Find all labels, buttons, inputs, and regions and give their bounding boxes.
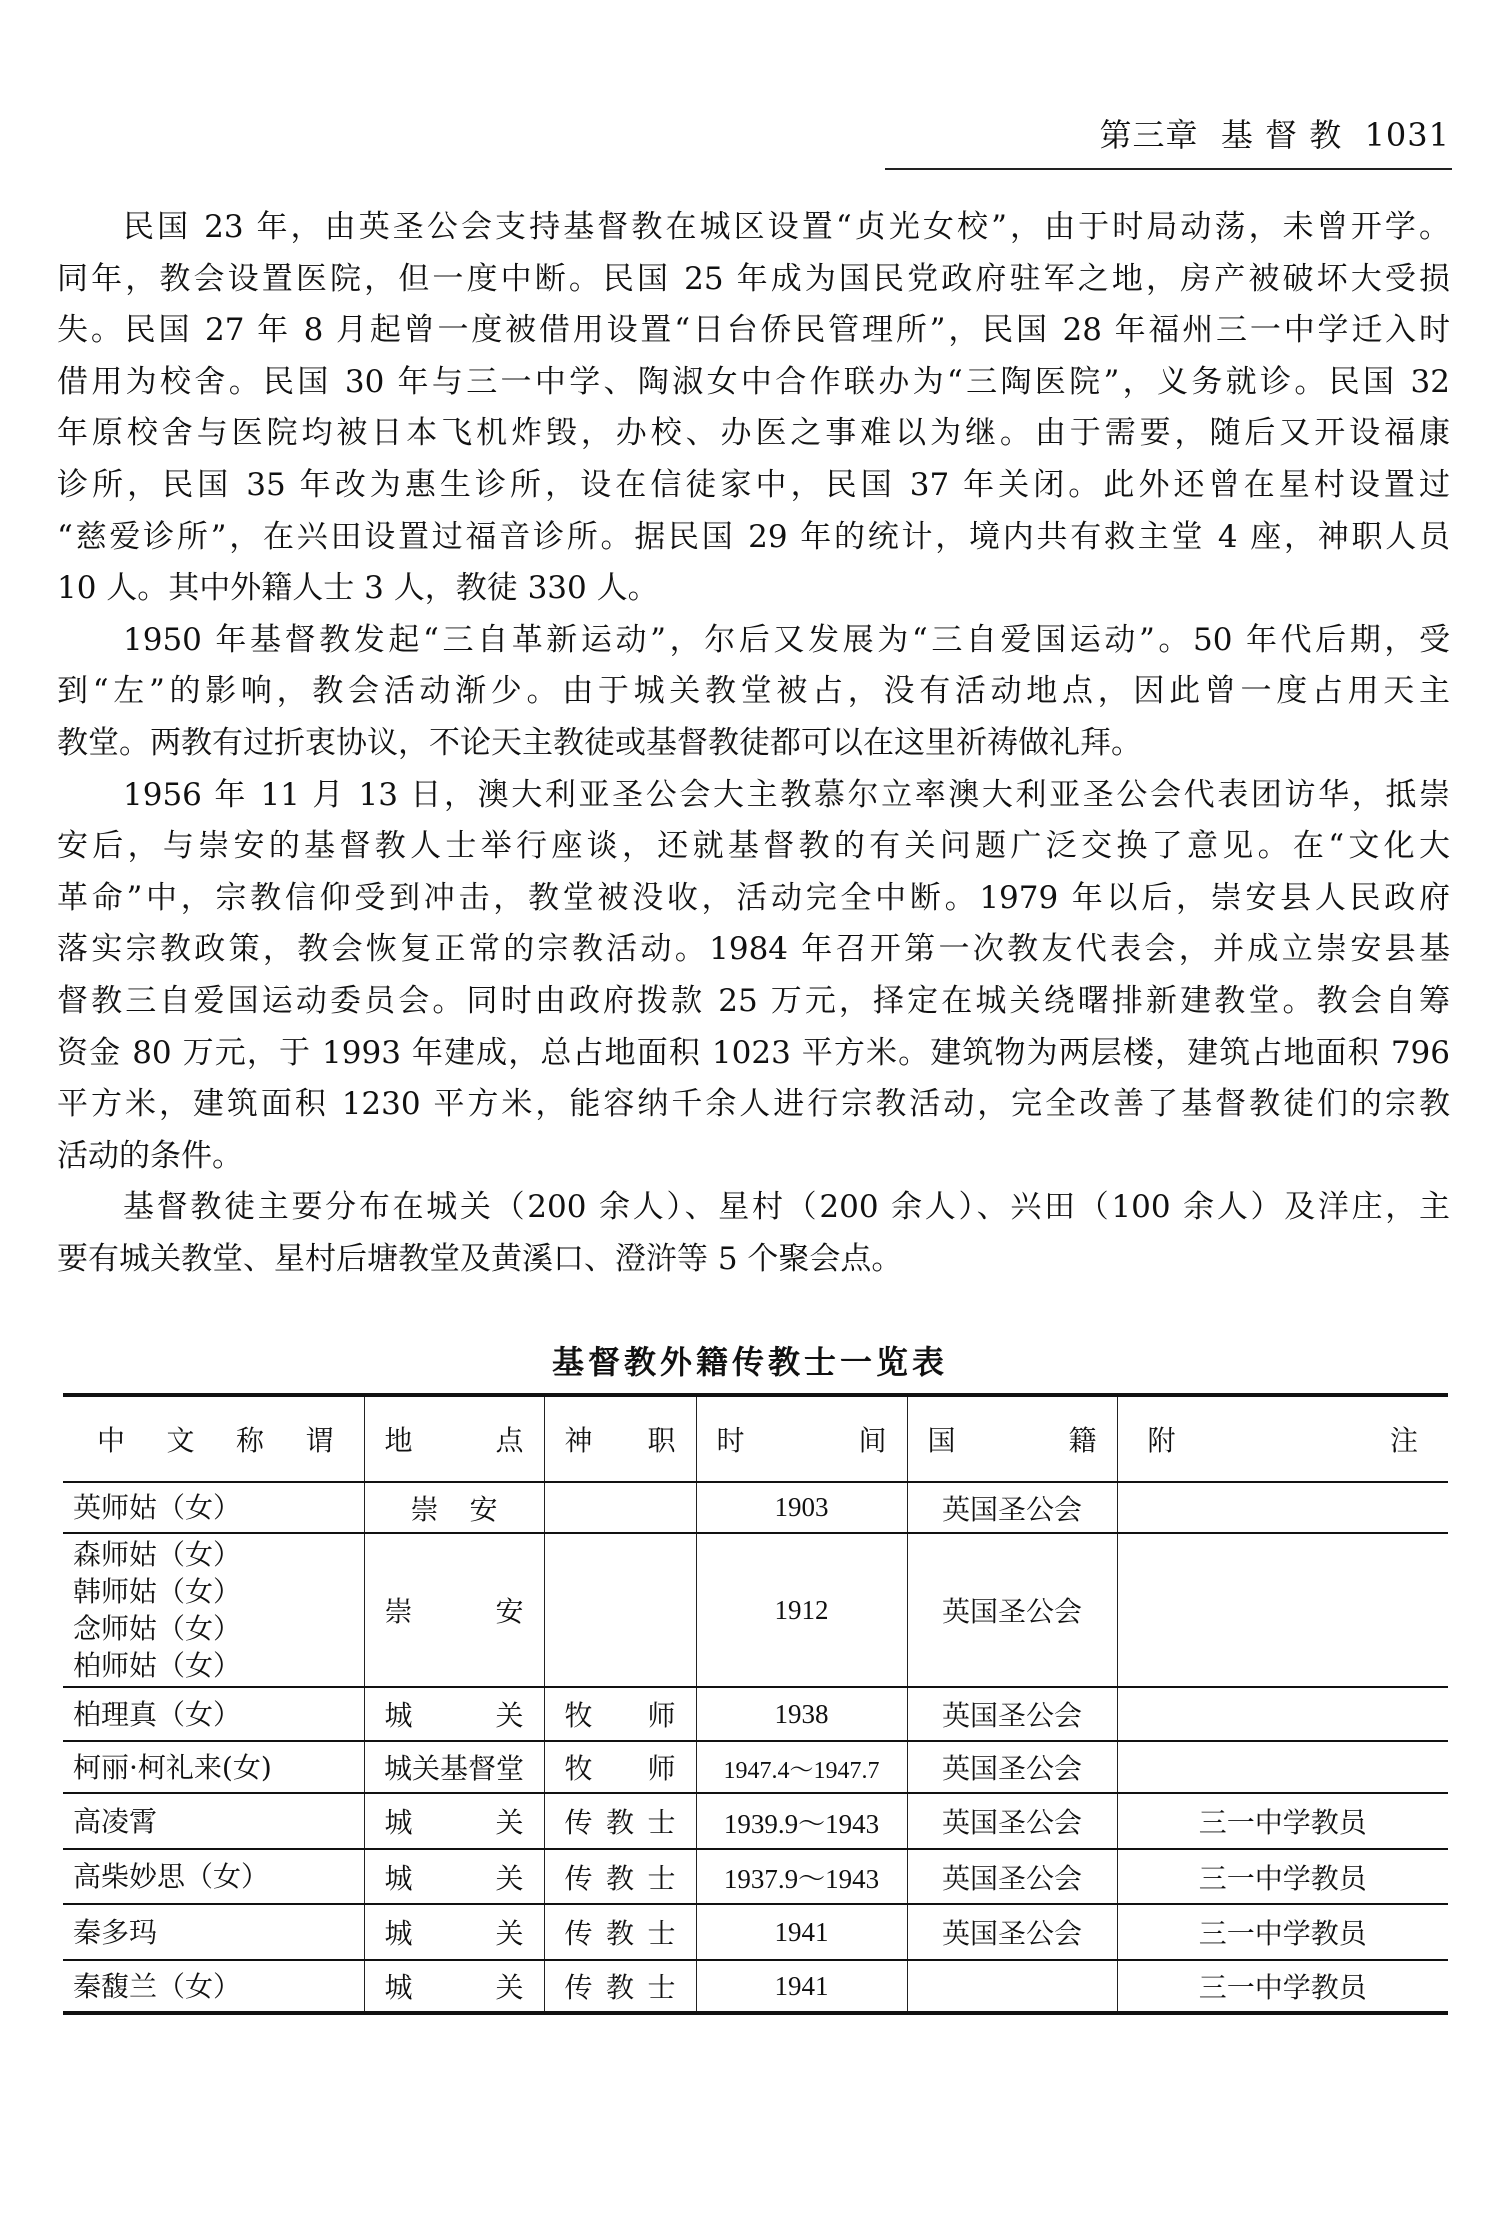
cell-nationality: 英国圣公会 — [907, 1793, 1117, 1849]
cell-place — [364, 1533, 544, 1687]
cell-place — [364, 1849, 544, 1904]
cell-nationality — [907, 1960, 1117, 2013]
cell-place-char: 关 — [495, 1861, 524, 1895]
cell-nationality: 英国圣公会 — [907, 1849, 1117, 1904]
table-row — [63, 1482, 1448, 1533]
header-char: 谓 — [305, 1424, 334, 1457]
cell-place-char: 崇 — [410, 1492, 439, 1526]
cell-position — [544, 1687, 696, 1741]
cell-place — [364, 1482, 544, 1533]
cell-name — [63, 1849, 364, 1904]
cell-place — [364, 1687, 544, 1741]
header-char: 称 — [235, 1424, 264, 1457]
paragraph — [57, 770, 1450, 1183]
missionary-name: 柏师姑（女） — [73, 1649, 242, 1682]
header-char: 中 — [97, 1424, 126, 1457]
text-line: 督教三自爱国运动委员会。同时由政府拨款 25 万元，择定在城关绕曙排新建教堂。教会自筹 — [57, 982, 1450, 1019]
header-char: 文 — [166, 1424, 195, 1457]
cell-place-char: 城 — [384, 1971, 413, 2004]
cell-time: 1903 — [696, 1482, 907, 1533]
cell-position — [544, 1741, 696, 1793]
cell-time: 1938 — [696, 1687, 907, 1741]
chapter-label: 第三章 — [1099, 116, 1199, 154]
cell-position-char: 教 — [605, 1861, 634, 1895]
running-head — [1100, 112, 1451, 158]
cell-position-char: 传 — [564, 1861, 593, 1895]
header-char: 附 — [1147, 1424, 1176, 1457]
cell-position — [544, 1482, 696, 1533]
cell-position-char: 士 — [647, 1861, 676, 1895]
text-line: 1950 年基督教发起“三自革新运动”，尔后又发展为“三自爱国运动”。50 年代后期，受 — [123, 621, 1450, 658]
text-line: 失。民国 27 年 8 月起曾一度被借用设置“日台侨民管理所”，民国 28 年福州三一中学迁入时 — [57, 312, 1450, 349]
cell-note: 三一中学教员 — [1117, 1904, 1448, 1960]
cell-nationality: 英国圣公会 — [907, 1741, 1117, 1793]
header-char: 国 — [927, 1424, 956, 1457]
cell-place-char: 安 — [469, 1492, 498, 1526]
text-line: 平方米，建筑面积 1230 平方米，能容纳千余人进行宗教活动，完全改善了基督教徒们的宗教 — [57, 1086, 1450, 1123]
cell-name — [63, 1687, 364, 1741]
table-row — [63, 1960, 1448, 2013]
missionary-name: 念师姑（女） — [73, 1612, 242, 1645]
header-char: 时 — [716, 1424, 745, 1457]
cell-place-char: 关 — [495, 1917, 524, 1950]
table-row — [63, 1793, 1448, 1849]
cell-place — [364, 1793, 544, 1849]
table-title: 基督教外籍传教士一览表 — [551, 1343, 948, 1381]
cell-time: 1937.9～1943 — [696, 1849, 907, 1904]
section-label: 基 督 教 — [1220, 116, 1343, 154]
cell-place-char: 关 — [495, 1971, 524, 2004]
text-line: 基督教徒主要分布在城关（200 余人）、星村（200 余人）、兴田（100 余人）及洋庄，主 — [123, 1189, 1450, 1226]
header-place — [364, 1395, 544, 1482]
text-line: 同年，教会设置医院，但一度中断。民国 25 年成为国民党政府驻军之地，房产被破坏大受损 — [57, 260, 1450, 297]
header-char: 籍 — [1068, 1424, 1097, 1457]
missionary-name: 森师姑（女） — [73, 1538, 242, 1571]
table-row — [63, 1849, 1448, 1904]
cell-name — [63, 1904, 364, 1960]
missionary-table — [63, 1393, 1448, 2015]
text-line: 诊所，民国 35 年改为惠生诊所，设在信徒家中，民国 37 年关闭。此外还曾在星村设置过 — [57, 466, 1450, 503]
body-text — [57, 202, 1450, 1285]
paragraph — [57, 615, 1450, 770]
cell-note — [1117, 1533, 1448, 1687]
table-row — [63, 1904, 1448, 1960]
cell-position-char: 师 — [647, 1699, 676, 1732]
cell-position-char: 教 — [605, 1806, 634, 1839]
cell-name — [63, 1741, 364, 1793]
missionary-name: 柯丽·柯礼来(女) — [73, 1750, 272, 1784]
cell-place-char: 关 — [495, 1806, 524, 1839]
cell-time: 1941 — [696, 1960, 907, 2013]
table-row — [63, 1687, 1448, 1741]
cell-place-char: 安 — [495, 1595, 524, 1628]
missionary-name: 秦馥兰（女） — [73, 1969, 242, 2003]
cell-name — [63, 1793, 364, 1849]
cell-place-char: 关 — [495, 1699, 524, 1732]
missionary-name: 高凌霄 — [73, 1804, 158, 1838]
cell-time: 1939.9～1943 — [696, 1793, 907, 1849]
text-line: 要有城关教堂、星村后塘教堂及黄溪口、澄浒等 5 个聚会点。 — [57, 1240, 903, 1277]
cell-position-char: 士 — [647, 1971, 676, 2004]
header-char: 职 — [647, 1424, 676, 1457]
text-line: 10 人。其中外籍人士 3 人，教徒 330 人。 — [57, 570, 659, 607]
text-line: 到“左”的影响，教会活动渐少。由于城关教堂被占，没有活动地点，因此曾一度占用天主 — [57, 673, 1450, 710]
cell-name — [63, 1533, 364, 1687]
cell-position-char: 传 — [564, 1806, 593, 1839]
text-line: 借用为校舍。民国 30 年与三一中学、陶淑女中合作联办为“三陶医院”，义务就诊。民国 32 — [57, 363, 1450, 400]
cell-position-char: 教 — [605, 1917, 634, 1950]
header-char: 间 — [858, 1424, 887, 1457]
cell-note — [1117, 1741, 1448, 1793]
cell-nationality: 英国圣公会 — [907, 1687, 1117, 1741]
cell-time: 1912 — [696, 1533, 907, 1687]
cell-position — [544, 1533, 696, 1687]
cell-position-char: 师 — [647, 1752, 676, 1785]
cell-position-char: 传 — [564, 1917, 593, 1950]
text-line: 民国 23 年，由英圣公会支持基督教在城区设置“贞光女校”，由于时局动荡，未曾开学。 — [123, 209, 1450, 245]
cell-place-char: 崇 — [384, 1595, 413, 1628]
cell-position-char: 牧 — [564, 1752, 593, 1785]
cell-name — [63, 1960, 364, 2013]
missionary-name: 高柴妙思（女） — [73, 1860, 270, 1893]
table-row — [63, 1741, 1448, 1793]
header-time — [696, 1395, 907, 1482]
text-line: 活动的条件。 — [57, 1137, 243, 1174]
table-body — [63, 1482, 1448, 2013]
cell-nationality: 英国圣公会 — [907, 1533, 1117, 1687]
header-note — [1117, 1395, 1448, 1482]
table-row — [63, 1533, 1448, 1687]
text-line: 落实宗教政策，教会恢复正常的宗教活动。1984 年召开第一次教友代表会，并成立崇安县基 — [57, 931, 1450, 968]
paragraph — [57, 202, 1450, 615]
text-line: 资金 80 万元，于 1993 年建成，总占地面积 1023 平方米。建筑物为两层楼，建筑占地面积 796 — [57, 1034, 1450, 1071]
header-rule — [885, 168, 1452, 170]
page-number: 1031 — [1364, 116, 1450, 154]
cell-position — [544, 1793, 696, 1849]
cell-place — [364, 1904, 544, 1960]
cell-place-char: 城 — [384, 1699, 413, 1732]
cell-position — [544, 1849, 696, 1904]
missionary-name: 韩师姑（女） — [73, 1575, 242, 1608]
cell-position — [544, 1960, 696, 2013]
cell-place — [364, 1960, 544, 2013]
text-line: 安后，与崇安的基督教人士举行座谈，还就基督教的有关问题广泛交换了意见。在“文化大 — [57, 828, 1450, 865]
header-char: 神 — [564, 1424, 593, 1457]
cell-position-char: 士 — [647, 1806, 676, 1839]
text-line: 教堂。两教有过折衷协议，不论天主教徒或基督教徒都可以在这里祈祷做礼拜。 — [57, 724, 1142, 761]
header-char: 点 — [495, 1424, 524, 1457]
header-chinese-name — [63, 1395, 364, 1482]
header-position — [544, 1395, 696, 1482]
cell-place-text: 城关基督堂 — [383, 1752, 524, 1785]
table-header-row — [63, 1395, 1448, 1482]
header-char: 注 — [1389, 1424, 1418, 1457]
text-line: “慈爱诊所”，在兴田设置过福音诊所。据民国 29 年的统计，境内共有救主堂 4 座，神职人员 — [57, 518, 1450, 555]
cell-nationality: 英国圣公会 — [907, 1904, 1117, 1960]
header-nationality — [907, 1395, 1117, 1482]
cell-position-char: 士 — [647, 1917, 676, 1950]
missionary-name: 柏理真（女） — [73, 1697, 242, 1731]
cell-time: 1941 — [696, 1904, 907, 1960]
cell-time: 1947.4～1947.7 — [696, 1741, 907, 1793]
missionary-name: 秦多玛 — [73, 1915, 158, 1949]
cell-note: 三一中学教员 — [1117, 1793, 1448, 1849]
cell-position — [544, 1904, 696, 1960]
cell-place-char: 城 — [384, 1861, 413, 1895]
header-char: 地 — [384, 1424, 413, 1457]
cell-position-char: 牧 — [564, 1699, 593, 1732]
cell-place-char: 城 — [384, 1806, 413, 1839]
cell-note — [1117, 1482, 1448, 1533]
cell-name — [63, 1482, 364, 1533]
cell-note: 三一中学教员 — [1117, 1849, 1448, 1904]
cell-position-char: 传 — [564, 1971, 593, 2004]
missionary-name: 英师姑（女） — [73, 1491, 242, 1524]
cell-place — [364, 1741, 544, 1793]
cell-nationality: 英国圣公会 — [907, 1482, 1117, 1533]
cell-note: 三一中学教员 — [1117, 1960, 1448, 2013]
cell-position-char: 教 — [605, 1971, 634, 2004]
cell-note — [1117, 1687, 1448, 1741]
cell-place-char: 城 — [384, 1917, 413, 1950]
text-line: 革命”中，宗教信仰受到冲击，教堂被没收，活动完全中断。1979 年以后，崇安县人民政府 — [57, 879, 1450, 916]
paragraph — [57, 1182, 1450, 1285]
text-line: 年原校舍与医院均被日本飞机炸毁，办校、办医之事难以为继。由于需要，随后又开设福康 — [57, 415, 1450, 452]
text-line: 1956 年 11 月 13 日，澳大利亚圣公会大主教慕尔立率澳大利亚圣公会代表团访华，抵崇 — [123, 776, 1450, 813]
